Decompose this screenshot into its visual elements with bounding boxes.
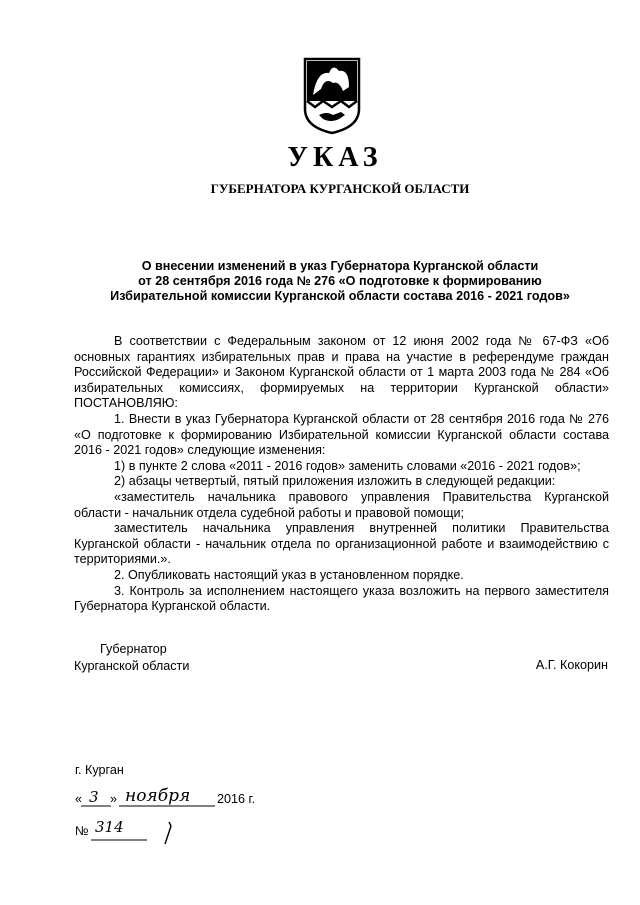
decree-heading: [60, 259, 620, 304]
clause-2: 2. Опубликовать настоящий указ в установленном порядке.: [114, 567, 464, 582]
date-day-handwritten: 3: [89, 788, 99, 806]
amendment-text-1: «заместитель начальника правового управления Правительства Курганской области - начальник отдела судебной работы и правовой помощи;: [74, 489, 609, 520]
date-underline: [75, 788, 335, 810]
heading-line: Избирательной комиссии Курганской области состава 2016 - 2021 годов»: [110, 289, 570, 303]
number-handwritten: 314: [95, 818, 124, 836]
coat-of-arms-icon: [303, 57, 361, 135]
date-line: [75, 788, 335, 810]
date-month-handwritten: ноября: [125, 786, 191, 806]
subclause-2: 2) абзацы четвертый, пятый приложения изложить в следующей редакции:: [114, 474, 556, 489]
position-line: Курганской области: [74, 659, 190, 673]
clause-3: 3. Контроль за исполнением настоящего указа возложить на первого заместителя Губернатора Курганской области.: [74, 583, 609, 614]
date-close-quote: »: [110, 792, 118, 806]
position-line: Губернатор: [100, 642, 167, 656]
number-underline: [75, 818, 275, 848]
date-year: 2016 г.: [217, 792, 256, 806]
signatory-position: [74, 641, 189, 675]
number-label: №: [75, 824, 89, 838]
document-subtitle: ГУБЕРНАТОРА КУРГАНСКОЙ ОБЛАСТИ: [210, 181, 470, 196]
clause-1: 1. Внести в указ Губернатора Курганской области от 28 сентября 2016 года № 276 «О подготовке к формированию Избирательной комиссии Курганской области состава 2016 - 2021 годов» следующие изменения:: [74, 411, 609, 458]
place-of-signing: г. Курган: [75, 763, 124, 777]
amendment-text-2: заместитель начальника управления внутренней политики Правительства Курганской области - начальник отдела по организационной работе и взаимодействию с территориями.».: [74, 521, 609, 567]
date-open-quote: «: [75, 792, 83, 806]
subclause-1: 1) в пункте 2 слова «2011 - 2016 годов» заменить словами «2016 - 2021 годов»;: [114, 458, 581, 473]
document-title: УКАЗ: [287, 142, 383, 173]
decree-body: [74, 334, 609, 615]
heading-line: от 28 сентября 2016 года № 276 «О подготовке к формированию: [138, 274, 542, 288]
preamble-paragraph: В соответствии с Федеральным законом от 12 июня 2002 года № 67-ФЗ «Об основных гарантиях избирательных прав и права на участие в референдуме граждан Российской Федерации» и Законом Курганской области от 1 марта 2003 года № 284 «Об избирательных комиссиях, формируемых на территории Курганской области» ПОСТАНОВЛЯЮ:: [74, 334, 609, 411]
heading-line: О внесении изменений в указ Губернатора Курганской области: [141, 259, 539, 273]
signatory-name: А.Г. Кокорин: [535, 658, 608, 672]
number-line: [75, 818, 275, 848]
